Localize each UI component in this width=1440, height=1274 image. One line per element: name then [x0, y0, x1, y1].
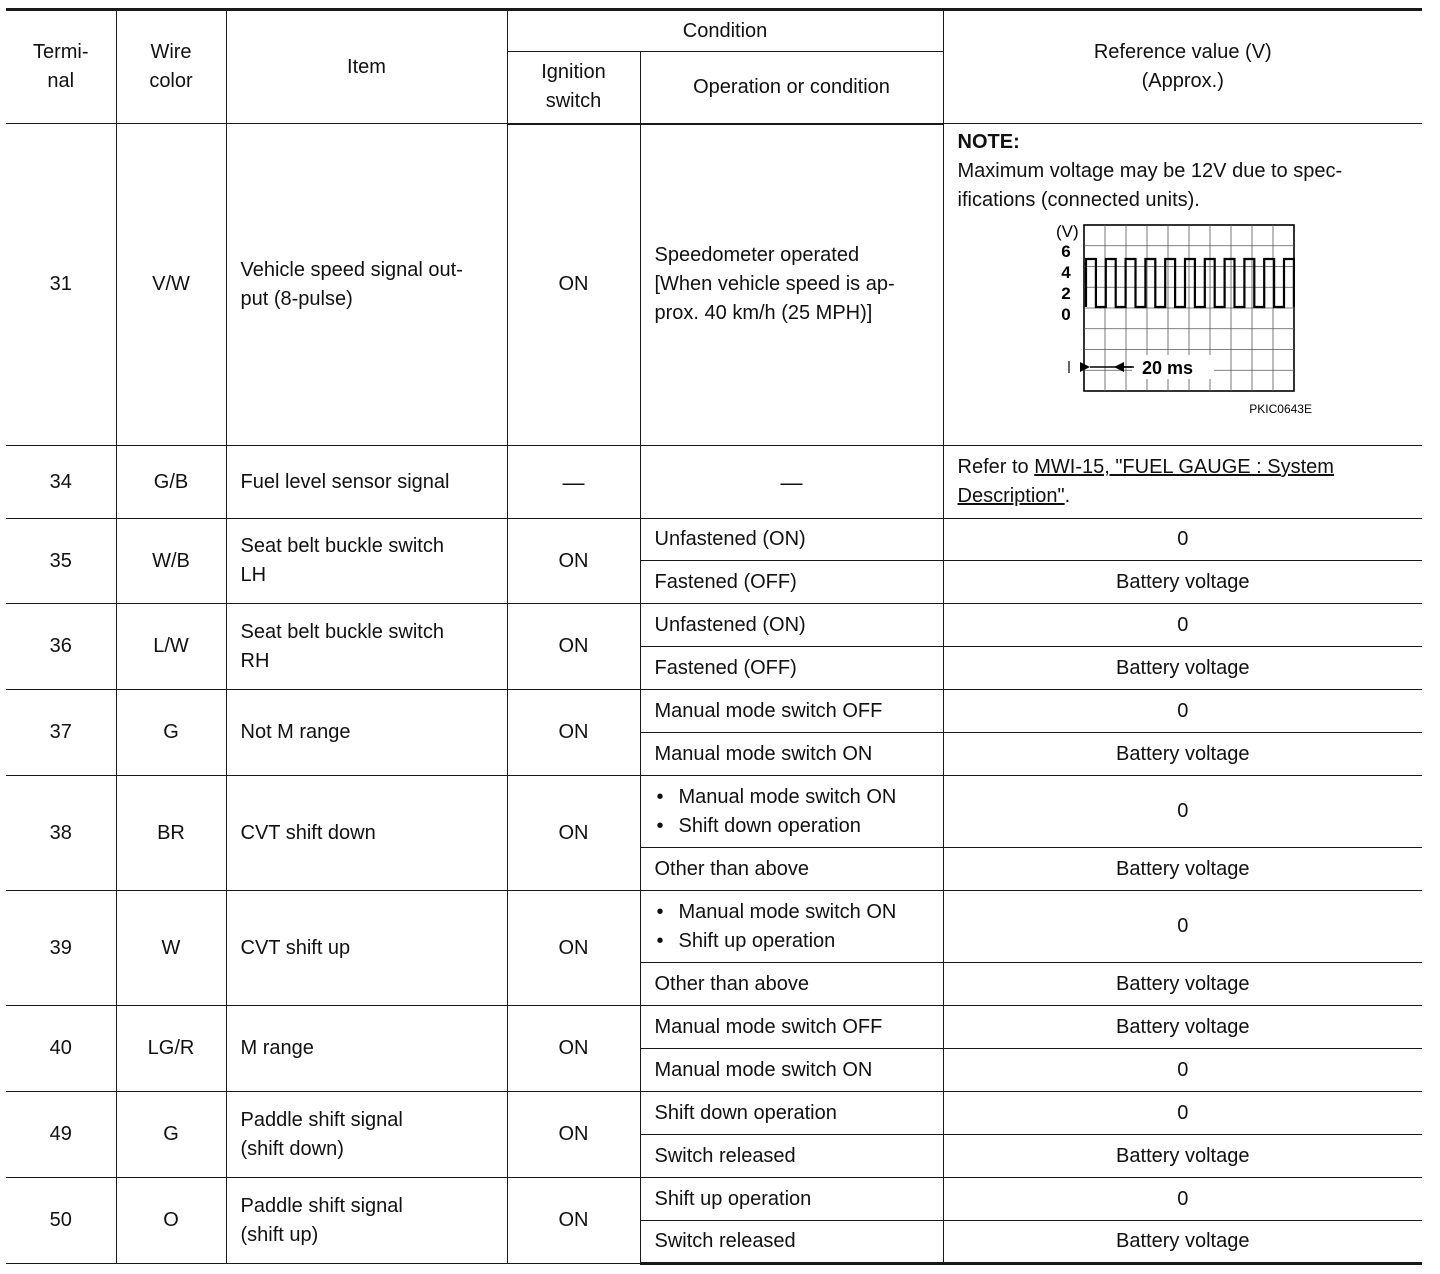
item-cell: Not M range [226, 690, 507, 776]
waveform-y-unit: (V) [1055, 222, 1079, 241]
table-row [6, 690, 1422, 733]
operation-cell: Manual mode switch ON [640, 1049, 943, 1092]
condition-bullet-list [655, 783, 929, 841]
item-cell: Vehicle speed signal out- put (8-pulse) [226, 124, 507, 446]
terminal-cell: 38 [6, 776, 116, 891]
reference-cell: Battery voltage [943, 561, 1422, 604]
operation-cell: Switch released [640, 1135, 943, 1178]
table-row [6, 604, 1422, 647]
table-row [6, 776, 1422, 848]
header-wire-color: Wire color [116, 10, 226, 124]
list-item: • Shift up operation [655, 927, 929, 956]
ignition-cell: ON [507, 1092, 640, 1178]
reference-cell: Battery voltage [943, 848, 1422, 891]
reference-cell: 0 [943, 891, 1422, 963]
ignition-cell: — [507, 446, 640, 519]
item-cell: Paddle shift signal (shift up) [226, 1178, 507, 1264]
reference-cell: Battery voltage [943, 647, 1422, 690]
item-cell: Seat belt buckle switch RH [226, 604, 507, 690]
reference-prefix: Refer to [957, 456, 1035, 478]
reference-cell: 0 [943, 604, 1422, 647]
header-ignition-switch: Ignition switch [507, 52, 640, 124]
operation-cell: Switch released [640, 1221, 943, 1264]
ignition-cell: ON [507, 690, 640, 776]
operation-cell [640, 891, 943, 963]
operation-cell: Other than above [640, 848, 943, 891]
reference-cell: Battery voltage [943, 1006, 1422, 1049]
operation-cell: Manual mode switch ON [640, 733, 943, 776]
item-cell: CVT shift up [226, 891, 507, 1006]
wire-color-cell: BR [116, 776, 226, 891]
header-terminal: Termi- nal [6, 10, 116, 124]
wire-color-cell: W [116, 891, 226, 1006]
item-cell: Seat belt buckle switch LH [226, 519, 507, 604]
ignition-cell: ON [507, 891, 640, 1006]
ignition-cell: ON [507, 1006, 640, 1092]
fuel-gauge-reference-link[interactable]: MWI-15, "FUEL GAUGE : System Description" [957, 456, 1334, 507]
item-cell: Fuel level sensor signal [226, 446, 507, 519]
reference-cell: 0 [943, 1178, 1422, 1221]
wire-color-cell: O [116, 1178, 226, 1264]
table-row [6, 446, 1422, 519]
operation-cell: Speedometer operated [When vehicle speed is ap- prox. 40 km/h (25 MPH)] [640, 124, 943, 446]
table-row [6, 891, 1422, 963]
operation-cell: — [640, 446, 943, 519]
reference-cell: Battery voltage [943, 1221, 1422, 1264]
operation-cell: Manual mode switch OFF [640, 1006, 943, 1049]
table-row [6, 519, 1422, 561]
terminal-cell: 31 [6, 124, 116, 446]
waveform-y-tick: 6 [1060, 242, 1071, 261]
terminal-cell: 40 [6, 1006, 116, 1092]
table-row [6, 124, 1422, 446]
operation-cell: Unfastened (ON) [640, 604, 943, 647]
reference-cell [943, 446, 1422, 519]
waveform-y-tick: 0 [1060, 305, 1071, 324]
operation-cell: Unfastened (ON) [640, 519, 943, 561]
reference-cell: Battery voltage [943, 1135, 1422, 1178]
reference-cell: 0 [943, 776, 1422, 848]
item-cell: Paddle shift signal (shift down) [226, 1092, 507, 1178]
note-title: NOTE: [957, 131, 1020, 153]
condition-bullet-list [655, 898, 929, 956]
operation-cell [640, 776, 943, 848]
reference-cell: Battery voltage [943, 963, 1422, 1006]
ignition-cell: ON [507, 776, 640, 891]
reference-cell: 0 [943, 1049, 1422, 1092]
table-row [6, 1092, 1422, 1135]
terminal-cell: 35 [6, 519, 116, 604]
wire-color-cell: L/W [116, 604, 226, 690]
wire-color-cell: G [116, 690, 226, 776]
table-row [6, 1006, 1422, 1049]
ignition-cell: ON [507, 1178, 640, 1264]
ignition-cell: ON [507, 604, 640, 690]
header-item: Item [226, 10, 507, 124]
header-condition: Condition [507, 10, 943, 52]
operation-cell: Shift down operation [640, 1092, 943, 1135]
terminal-cell: 34 [6, 446, 116, 519]
waveform-y-tick: 4 [1060, 263, 1071, 282]
item-cell: CVT shift down [226, 776, 507, 891]
wire-color-cell: G [116, 1092, 226, 1178]
terminal-cell: 39 [6, 891, 116, 1006]
reference-cell: 0 [943, 690, 1422, 733]
terminal-cell: 50 [6, 1178, 116, 1264]
reference-suffix: . [1064, 485, 1071, 507]
header-reference-value: Reference value (V) (Approx.) [943, 10, 1422, 124]
wire-color-cell: G/B [116, 446, 226, 519]
operation-cell: Shift up operation [640, 1178, 943, 1221]
reference-cell: Battery voltage [943, 733, 1422, 776]
ignition-cell: ON [507, 124, 640, 446]
terminal-cell: 36 [6, 604, 116, 690]
list-item: • Manual mode switch ON [655, 898, 929, 927]
operation-cell: Fastened (OFF) [640, 561, 943, 604]
speed-signal-waveform [1032, 221, 1332, 417]
operation-cell: Other than above [640, 963, 943, 1006]
table-row [6, 1178, 1422, 1221]
waveform-y-tick: 2 [1060, 284, 1071, 303]
terminal-cell: 49 [6, 1092, 116, 1178]
terminal-spec-table [6, 8, 1422, 1265]
item-cell: M range [226, 1006, 507, 1092]
time-scale-label: 20 ms [1141, 358, 1193, 378]
wire-color-cell: LG/R [116, 1006, 226, 1092]
reference-cell [943, 124, 1422, 446]
list-item: • Manual mode switch ON [655, 783, 929, 812]
reference-cell: 0 [943, 1092, 1422, 1135]
reference-cell: 0 [943, 519, 1422, 561]
operation-cell: Fastened (OFF) [640, 647, 943, 690]
list-item: • Shift down operation [655, 812, 929, 841]
image-code: PKIC0643E [1248, 402, 1312, 416]
terminal-cell: 37 [6, 690, 116, 776]
wire-color-cell: W/B [116, 519, 226, 604]
note-text: Maximum voltage may be 12V due to spec- ifications (connected units). [957, 160, 1343, 211]
wire-color-cell: V/W [116, 124, 226, 446]
ignition-cell: ON [507, 519, 640, 604]
operation-cell: Manual mode switch OFF [640, 690, 943, 733]
header-operation: Operation or condition [640, 52, 943, 124]
